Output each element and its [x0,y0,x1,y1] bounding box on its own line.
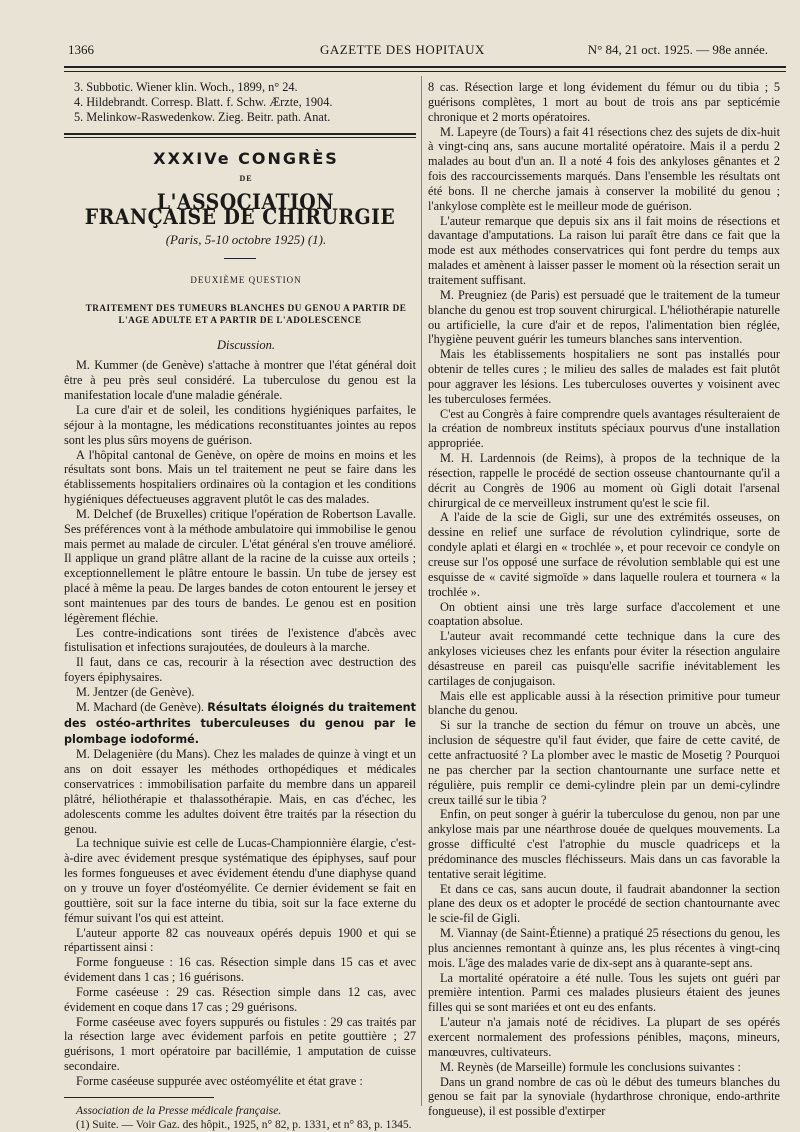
paragraph: M. Lapeyre (de Tours) a fait 41 résections chez des sujets de dix-huit à vingt-cinq ans, sans aucune mortalité opératoire. Mais il a perdu 2 malades au bout d'un an. Il a noté 4 fois des ankyloses gênantes et 2 fois des raccourcissements marqués. Dans l'ensemble les résultats ont été bons. Il ne cherche jamais à conserver la mobilité du genou ; l'ankylose complète est le meilleur mode de guérison. [428,124,780,213]
paragraph: M. Delagenière (du Mans). Chez les malades de quinze à vingt et un ans on doit essayer les méthodes orthopédiques et médicales conservatrices : immobilisation parfaite du membre dans un appareil plâtré, héliothérapie et thalassothérapie. Mais, en cas d'échec, les adolescents comme les adultes doivent être traités par la résection du genou. [64,747,416,836]
paragraph: Les contre-indications sont tirées de l'existence d'abcès avec fistulisation et infections surajoutées, de douleurs à la marche. [64,625,416,655]
paragraph: 8 cas. Résection large et long évidement du fémur ou du tibia ; 5 guérisons complètes, 1 mort au bout de trois ans par septicémie chronique et 2 morts opératoires. [428,80,780,124]
paragraph: Mais les établissements hospitaliers ne sont pas installés pour obtenir de telles cures ; le milieu des salles de malades est fait plutôt pour aggraver les lésions. Les tuberculoses ouvertes y voisinent avec les tuberculoses fermées. [428,347,780,406]
machard-title: Résultats éloignés du traitement des ostéo-arthrites tuberculeuses du genou par le plombage iodoformé. [64,700,416,746]
paragraph: A l'hôpital cantonal de Genève, on opère de moins en moins et les résultats sont bons. Mais un tel traitement ne peut se faire dans les établissements hospitaliers ordinaires où la contagion et les conditions hygiéniques défectueuses aggravent plutôt le cas des malades. [64,447,416,507]
paragraph: A l'aide de la scie de Gigli, sur une des extrémités osseuses, on dessine en relief une surface de révolution cylindrique, sorte de condyle aplati et élargi en « trochlée », et pour recevoir ce condyle on creuse sur l'os opposé une surface de révolution semblable qui est une esquisse de « cavité sigmoïde » dans laquelle roulera et tournera « la trochlée ». [428,510,780,599]
section-rule [64,133,416,135]
footnote-rule [64,1097,214,1098]
issue-date: N° 84, 21 oct. 1925. — 98e année. [587,42,768,57]
paragraph: Si sur la tranche de section du fémur on trouve un abcès, une inclusion de séquestre qu'il faut évider, que faire de cette cavité, de cette anfractuosité ? La plomber avec le mastic de Mosetig ? Pourquoi ne pas chercher par la section chantournante une surface nette et régulière, puis remplir ce demi-cylindre plein par un demi-cylindre creux taillé sur le tibia ? [428,718,780,807]
paragraph: Forme caséeuse : 29 cas. Résection simple dans 12 cas, avec évidement en coque dans 17 cas ; 29 guérisons. [64,984,416,1014]
footnote-suite: (1) Suite. — Voir Gaz. des hôpit., 1925, n° 82, p. 1331, et n° 83, p. 1345. [76,1118,412,1131]
journal-title: GAZETTE DES HOPITAUX [320,42,485,57]
paragraph: Dans un grand nombre de cas où le début des tumeurs blanches du genou se fait par la synoviale (hydarthrose chronique, endo-arthrite fongueuse), il est possible d'extirper [428,1074,780,1119]
paragraph: M. Jentzer (de Genève). [76,685,195,699]
machard-paragraph [64,700,416,748]
header-rule-thin [64,71,786,72]
footnote-association: Association de la Presse médicale française. [76,1104,282,1117]
paragraph: C'est au Congrès à faire comprendre quels avantages résulteraient de la création de nombreux instituts spéciaux pourvus d'une installation appropriée. [428,406,780,451]
paragraph: M. Viannay (de Saint-Étienne) a pratiqué 25 résections du genou, les plus anciennes remontant à quinze ans, les plus récentes à vingt-cinq mois. L'âge des malades varie de dix-sept ans à quarante-sept ans. [428,926,780,970]
congress-title: XXXIVe CONGRÈS [153,148,339,168]
paragraph: L'auteur remarque que depuis six ans il fait moins de résections et davantage d'amputations. La raison lui paraît être dans ce fait que la mode est aux méthodes conservatrices qui font perdre du temps aux malades et amènent à laisser passer le moment où la résection serait un traitement suffisant. [428,213,780,287]
right-column [428,80,780,1119]
paragraph: M. Reynès (de Marseille) formule les conclusions suivantes : [440,1059,741,1074]
question-title: TRAITEMENT DES TUMEURS BLANCHES DU GENOU A PARTIR DE L'AGE ADULTE ET A PARTIR DE L'ADOLESCENCE [85,302,407,325]
machard-lead: M. Machard (de Genève). [76,699,204,714]
left-column [64,80,416,1132]
paragraph: L'auteur apporte 82 cas nouveaux opérés depuis 1900 et qui se répartissent ainsi : [64,925,416,955]
paragraph: Il faut, dans ce cas, recourir à la résection avec destruction des foyers épiphysaires. [64,655,416,685]
reference: 4. Hildebrandt. Corresp. Blatt. f. Schw. Ærzte, 1904. [74,94,333,109]
paragraph: Mais elle est applicable aussi à la résection primitive pour tumeur blanche du genou. [428,688,780,718]
paragraph: On obtient ainsi une très large surface d'accolement et une coaptation absolue. [428,599,780,629]
paragraph: M. H. Lardennois (de Reims), à propos de la technique de la résection, rappelle le procédé de section osseuse chantournante qu'il a décrit au Congrès de 1906 au moment où Gigli dotait l'arsenal chirurgical de ce merveilleux instrument qu'est le scie fil. [428,451,780,510]
paragraph: La mortalité opératoire a été nulle. Tous les sujets ont guéri par première intention. Parmi ces malades plusieurs étaient des jeunes filles qui se sont mariées et ont eu des enfants. [428,970,780,1015]
short-rule [224,258,256,259]
section-rule-thin [64,137,416,138]
congress-de: DE [239,174,253,184]
question-label: DEUXIÈME QUESTION [190,274,302,285]
paragraph: La technique suivie est celle de Lucas-Championnière élargie, c'est-à-dire avec évidement presque systématique des épiphyses, sauf pour les formes fongueuses et avec évidement étendu d'une diaphyse quand on y trouve un foyer d'ostéomyélite. Ce dernier évidement se fait en gouttière, soit sur la face interne du tibia, soit sur la face externe du fémur suivant l'os qui est atteint. [64,836,416,925]
reference: 5. Melinkow-Raswedenkow. Zieg. Beitr. path. Anat. [74,109,331,124]
paragraph: Et dans ce cas, sans aucun doute, il faudrait abandonner la section plane des deux os et adopter le procédé de section chantournante avec le scie-fil de Gigli. [428,881,780,926]
paragraph: La cure d'air et de soleil, les conditions hygiéniques parfaites, le séjour à la montagne, les médications reconstituantes jointes au repos sont les plus sûrs moyens de guérison. [64,402,416,447]
paragraph: M. Preugniez (de Paris) est persuadé que le traitement de la tumeur blanche du genou est trop souvent chirurgical. L'héliothérapie naturelle ou artificielle, la cure d'air et de repos, l'alimentation bien réglée, l'hygiène peuvent guérir les tumeurs blanches sans intervention. [428,287,780,347]
paragraph: L'auteur n'a jamais noté de récidives. La plupart de ses opérés exercent normalement des professions pénibles, maçons, mineurs, manœuvres, cultivateurs. [428,1015,780,1059]
association-title: L'ASSOCIATION FRANÇAISE DE CHIRURGIE [84,189,396,230]
discussion-heading: Discussion. [217,337,275,352]
congress-place: (Paris, 5-10 octobre 1925) (1). [165,231,327,247]
paragraph: Forme fongueuse : 16 cas. Résection simple dans 15 cas et avec évidement dans 1 cas ; 16 guérisons. [64,955,416,985]
paragraph: M. Delchef (de Bruxelles) critique l'opération de Robertson Lavalle. Ses préférences vont à la méthode ambulatoire qui immobilise le genou mais permet au malade de circuler. L'état général s'en trouve amélioré. Il applique un grand plâtre allant de la racine de la cuisse aux orteils ; exceptionnellement le plâtre entoure le bassin. Un tube de jersey est placé à même la peau. De larges bandes de coton entourent le jersey et sont maintenues par des tours de bandes. Le genou est en position légèrement fléchie. [64,506,416,625]
column-divider [421,76,422,1106]
paragraph: Forme caséeuse avec foyers suppurés ou fistules : 29 cas traités par la résection large avec évidement parfois en petite gouttière ; 27 guérisons, 1 mort opératoire par bacillémie, 1 amputation de cuisse secondaire. [64,1014,416,1074]
reference: 3. Subbotic. Wiener klin. Woch., 1899, n° 24. [74,80,298,94]
running-header [68,42,780,62]
paragraph: M. Kummer (de Genève) s'attache à montrer que l'état général doit être à peu près seul considéré. La tuberculose du genou est la manifestation locale d'une maladie générale. [64,358,416,403]
page-number: 1366 [68,42,94,57]
paragraph: Enfin, on peut songer à guérir la tuberculose du genou, non par une ankylose mais par une néarthrose douée de quelques mouvements. La grosse difficulté c'est l'atrophie du muscle quadriceps et la prédominance des muscles fléchisseurs. Mais dans un cas favorable la tentative serait légitime. [428,807,780,881]
header-rule [64,66,786,68]
paragraph: L'auteur avait recommandé cette technique dans la cure des ankyloses vicieuses chez les enfants pour éviter la résection angulaire désastreuse en pareil cas puisqu'elle sacrifie inévitablement les cartilages de conjugaison. [428,629,780,688]
paragraph: Forme caséeuse suppurée avec ostéomyélite et état grave : [76,1073,363,1088]
